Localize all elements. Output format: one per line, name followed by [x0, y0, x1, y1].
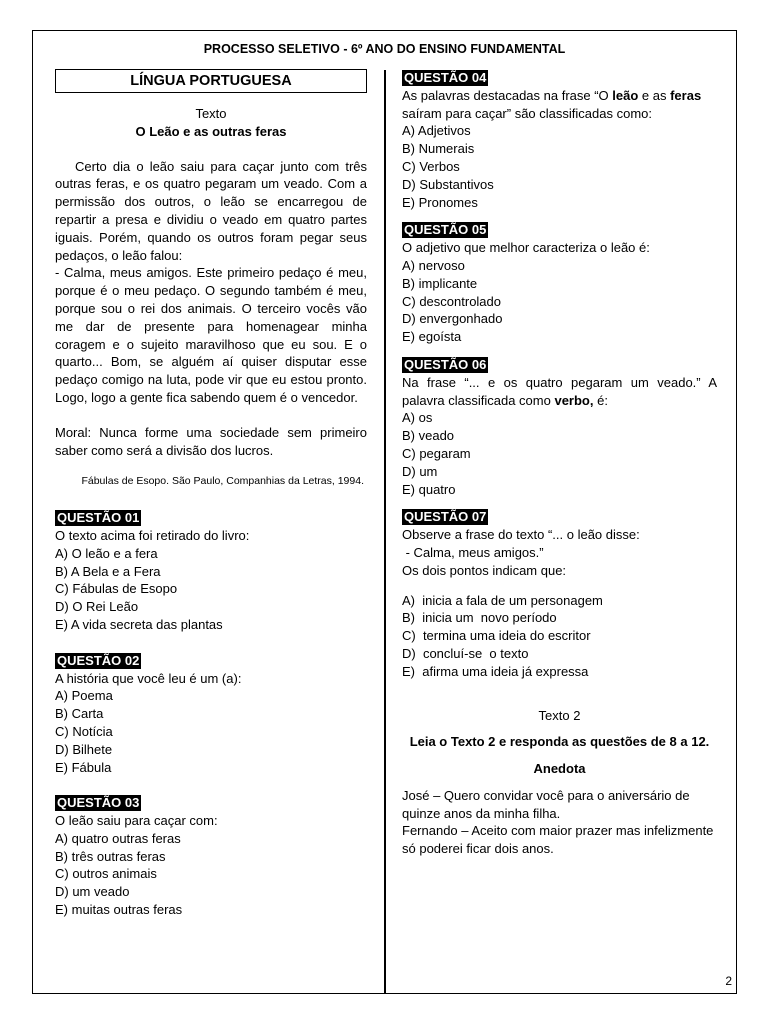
question-prompt: O leão saiu para caçar com:: [55, 813, 218, 829]
text-title: O Leão e as outras feras: [135, 123, 287, 139]
text2-line-2: Fernando – Aceito com maior prazer mas infelizmente só poderei ficar dois anos.: [402, 823, 714, 857]
question-05: [402, 221, 717, 346]
option-e[interactable]: E) egoísta: [402, 329, 462, 345]
question-label: QUESTÃO 04: [404, 70, 487, 85]
option-a[interactable]: A) nervoso: [402, 257, 465, 273]
option-b[interactable]: B) veado: [402, 428, 455, 444]
option-e[interactable]: E) Pronomes: [402, 194, 478, 210]
option-e[interactable]: E) afirma uma ideia já expressa: [402, 663, 589, 679]
option-b[interactable]: B) A Bela e a Fera: [55, 563, 161, 579]
option-c[interactable]: C) termina uma ideia do escritor: [402, 628, 591, 644]
option-e[interactable]: E) quatro: [402, 481, 456, 497]
text-paragraph-2: - Calma, meus amigos. Este primeiro pedaço é meu, porque é o meu pedaço. O segundo também é meu, porque sou o rei dos animais. O terceiro vocês vão me dar de presente para homenagear minha coragem e o sujeito maravilhoso que eu sou. E o quarto... Bom, se alguém aí quiser disputar esse pedaço comigo na luta, pode vir que eu estou pronto. Logo, logo a gente fica sabendo quem é o vencedor.: [55, 265, 367, 405]
option-b[interactable]: B) três outras feras: [55, 848, 166, 864]
option-d[interactable]: D) Substantivos: [402, 176, 494, 192]
question-prompt-line-3: Os dois pontos indicam que:: [402, 562, 567, 578]
option-a[interactable]: A) quatro outras feras: [55, 830, 181, 846]
option-c[interactable]: C) Fábulas de Esopo: [55, 581, 178, 597]
option-a[interactable]: A) Poema: [55, 688, 113, 704]
left-column: [55, 69, 367, 919]
option-d[interactable]: D) concluí-se o texto: [402, 645, 529, 661]
option-a[interactable]: A) inicia a fala de um personagem: [402, 592, 603, 608]
text2-label: Texto 2: [538, 707, 581, 723]
option-b[interactable]: B) implicante: [402, 275, 478, 291]
option-c[interactable]: C) Notícia: [55, 723, 113, 739]
column-divider: [384, 70, 386, 994]
question-03: [55, 794, 367, 919]
option-e[interactable]: E) Fábula: [55, 759, 112, 775]
text2-title: Anedota: [533, 761, 586, 777]
question-01: [55, 509, 367, 634]
text-source: Fábulas de Esopo. São Paulo, Companhias da Letras, 1994.: [81, 475, 364, 488]
option-a[interactable]: A) O leão e a fera: [55, 545, 158, 561]
option-a[interactable]: A) Adjetivos: [402, 123, 471, 139]
question-label: QUESTÃO 02: [57, 652, 140, 668]
option-e[interactable]: E) muitas outras feras: [55, 902, 183, 918]
text2-line-1: José – Quero convidar você para o aniversário de quinze anos da minha filha.: [402, 787, 690, 821]
question-prompt-line-2: - Calma, meus amigos.”: [402, 544, 544, 560]
option-a[interactable]: A) os: [402, 410, 433, 426]
question-prompt: O texto acima foi retirado do livro:: [55, 527, 250, 543]
option-e[interactable]: E) A vida secreta das plantas: [55, 616, 223, 632]
question-prompt: As palavras destacadas na frase “O leão e as feras saíram para caçar” são classificadas como:: [402, 87, 702, 121]
question-label: QUESTÃO 06: [404, 356, 487, 372]
option-b[interactable]: B) inicia um novo período: [402, 610, 557, 626]
option-c[interactable]: C) descontrolado: [402, 293, 501, 309]
option-d[interactable]: D) Bilhete: [55, 741, 113, 757]
question-label: QUESTÃO 01: [57, 510, 140, 526]
question-06: [402, 356, 717, 498]
question-label: QUESTÃO 03: [57, 795, 140, 811]
page-number: 2: [725, 974, 732, 988]
page-header: PROCESSO SELETIVO - 6º ANO DO ENSINO FUNDAMENTAL: [203, 42, 566, 56]
right-column: [402, 69, 717, 858]
option-c[interactable]: C) pegaram: [402, 445, 471, 461]
option-b[interactable]: B) Carta: [55, 706, 104, 722]
text2-instruction: Leia o Texto 2 e responda as questões de 8 a 12.: [409, 734, 710, 750]
question-04: [402, 69, 717, 211]
option-d[interactable]: D) um veado: [55, 884, 130, 900]
option-d[interactable]: D) um: [402, 463, 438, 479]
question-02: [55, 652, 367, 777]
question-07: [402, 508, 717, 680]
question-label: QUESTÃO 05: [404, 222, 487, 238]
question-prompt-line-1: Observe a frase do texto “... o leão disse:: [402, 527, 640, 543]
text-label: Texto: [195, 106, 227, 121]
text-moral: Moral: Nunca forme uma sociedade sem primeiro saber como será a divisão dos lucros.: [55, 424, 367, 458]
option-b[interactable]: B) Numerais: [402, 141, 475, 157]
option-d[interactable]: D) O Rei Leão: [55, 599, 139, 615]
option-c[interactable]: C) outros animais: [55, 866, 157, 882]
question-prompt: Na frase “... e os quatro pegaram um veado.” A palavra classificada como verbo, é:: [402, 374, 717, 408]
option-d[interactable]: D) envergonhado: [402, 311, 503, 327]
text-paragraph-1: Certo dia o leão saiu para caçar junto com três outras feras, e os quatro pegaram um veado. Com a permissão dos outros, o leão se encarregou de repartir a presa e dividiu o veado em quatro partes iguais. Porém, quando os outros foram pegar seus pedaços, o leão falou:: [55, 158, 367, 263]
question-prompt: O adjetivo que melhor caracteriza o leão é:: [402, 240, 650, 256]
question-prompt: A história que você leu é um (a):: [55, 670, 242, 686]
question-label: QUESTÃO 07: [404, 509, 487, 525]
option-c[interactable]: C) Verbos: [402, 158, 460, 174]
subject-title: LÍNGUA PORTUGUESA: [55, 69, 367, 93]
